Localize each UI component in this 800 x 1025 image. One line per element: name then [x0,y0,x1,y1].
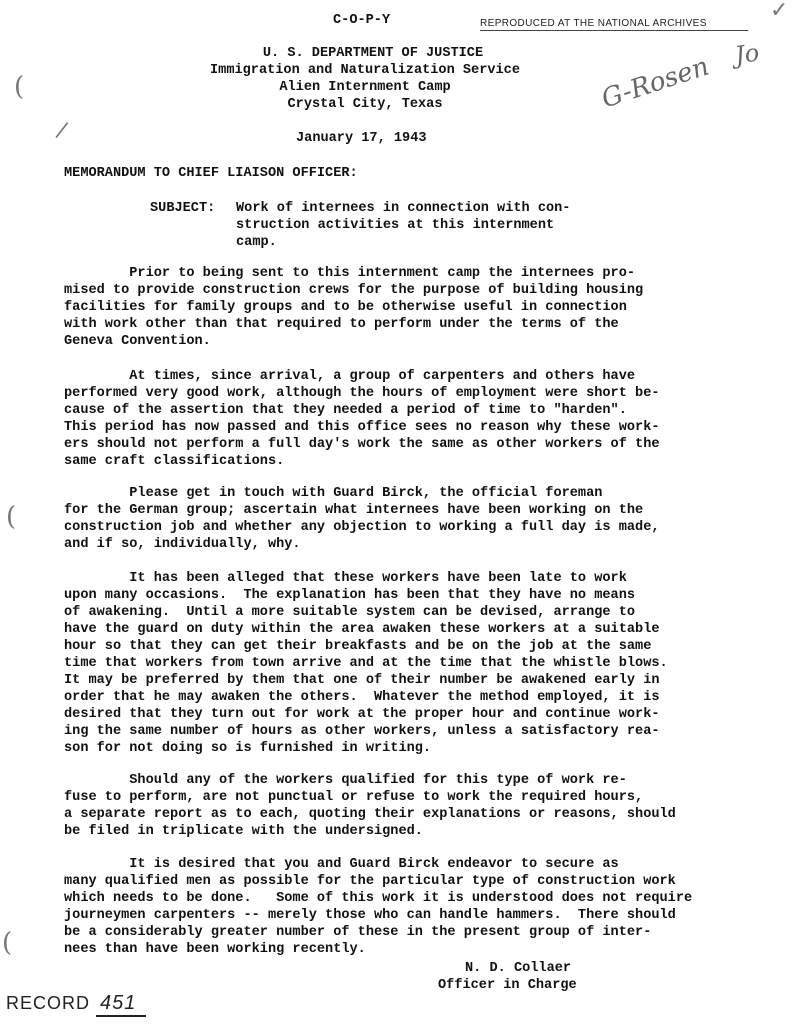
body-line: desired that they turn out for work at the proper hour and continue work- [64,707,660,722]
body-paragraph [64,265,744,350]
body-line: ing the same number of hours as other workers, unless a satisfactory rea- [64,724,660,739]
body-line: a separate report as to each, quoting their explanations or reasons, should [64,807,676,822]
body-line: This period has now passed and this office sees no reason why these work- [64,420,660,435]
subject-line: camp. [236,235,277,250]
letterhead-line: U. S. DEPARTMENT OF JUSTICE [262,46,484,61]
body-line: It is desired that you and Guard Birck endeavor to secure as [64,857,619,872]
archive-stamp: REPRODUCED AT THE NATIONAL ARCHIVES [480,18,707,29]
body-paragraph [64,485,744,553]
body-line: same craft classifications. [64,454,285,469]
body-line: with work other than that required to perform under the terms of the [64,317,619,332]
subject-text [236,200,570,251]
letterhead-line: Crystal City, Texas [287,97,443,112]
copy-mark: C-O-P-Y [333,13,391,28]
subject-label: SUBJECT: [150,201,216,216]
record-number: 451 [96,992,146,1017]
margin-mark: ( [2,928,13,958]
archive-stamp-underline [480,30,748,31]
memo-addressee: MEMORANDUM TO CHIEF LIAISON OFFICER: [64,166,358,181]
margin-mark: / [53,117,70,144]
body-line: Please get in touch with Guard Birck, the official foreman [64,486,603,501]
handwritten-initials: Jo [733,38,761,70]
letterhead-line: Alien Internment Camp [279,80,451,95]
body-line: It may be preferred by them that one of their number be awakened early in [64,673,660,688]
record-label: RECORD [6,993,91,1013]
body-line: for the German group; ascertain what internees have been working on the [64,503,644,518]
body-line: Geneva Convention. [64,334,211,349]
signature-name: N. D. Collaer [465,961,572,976]
body-line: which needs to be done. Some of this work it is understood does not require [64,891,693,906]
body-paragraph [64,368,744,470]
body-paragraph [64,856,744,958]
body-line: of awakening. Until a more suitable system can be devised, arrange to [64,605,636,620]
body-line: ers should not perform a full day's work the same as other workers of the [64,437,660,452]
memo-date: January 17, 1943 [296,131,427,146]
body-line: Should any of the workers qualified for this type of work re- [64,773,627,788]
body-line: have the guard on duty within the area awaken these workers at a suitable [64,622,660,637]
subject-line: Work of internees in connection with con- [236,201,571,216]
body-line: be a considerably greater number of these in the present group of inter- [64,925,652,940]
margin-mark: ( [14,72,25,102]
body-line: facilities for family groups and to be otherwise useful in connection [64,300,627,315]
body-line: cause of the assertion that they needed a period of time to "harden". [64,403,627,418]
body-line: mised to provide construction crews for the purpose of building housing [64,283,644,298]
body-line: order that he may awaken the others. Whatever the method employed, it is [64,690,660,705]
body-line: fuse to perform, are not punctual or refuse to work the required hours, [64,790,644,805]
handwritten-note: G-Rosen [598,51,713,115]
body-line: many qualified men as possible for the particular type of construction work [64,874,676,889]
body-line: It has been alleged that these workers have been late to work [64,571,627,586]
check-mark: ✓ [770,0,789,23]
body-line: Prior to being sent to this internment camp the internees pro- [64,266,636,281]
signature-title: Officer in Charge [438,978,577,993]
body-line: construction job and whether any objection to working a full day is made, [64,520,660,535]
body-line: upon many occasions. The explanation has been that they have no means [64,588,636,603]
margin-mark: ( [6,502,17,532]
body-line: nees than have been working recently. [64,942,366,957]
letterhead-line: Immigration and Naturalization Service [210,63,520,78]
body-paragraph [64,772,744,840]
body-line: time that workers from town arrive and at the time that the whistle blows. [64,656,668,671]
body-line: hour so that they can get their breakfasts and be on the job at the same [64,639,652,654]
body-line: journeymen carpenters -- merely those who can handle hammers. There should [64,908,676,923]
body-line: and if so, individually, why. [64,537,301,552]
subject-line: struction activities at this internment [236,218,555,233]
body-line: be filed in triplicate with the undersigned. [64,824,423,839]
record-stamp [6,992,146,1017]
body-line: performed very good work, although the hours of employment were short be- [64,386,660,401]
body-line: son for not doing so is furnished in writing. [64,741,432,756]
body-line: At times, since arrival, a group of carpenters and others have [64,369,636,384]
body-paragraph [64,570,744,757]
